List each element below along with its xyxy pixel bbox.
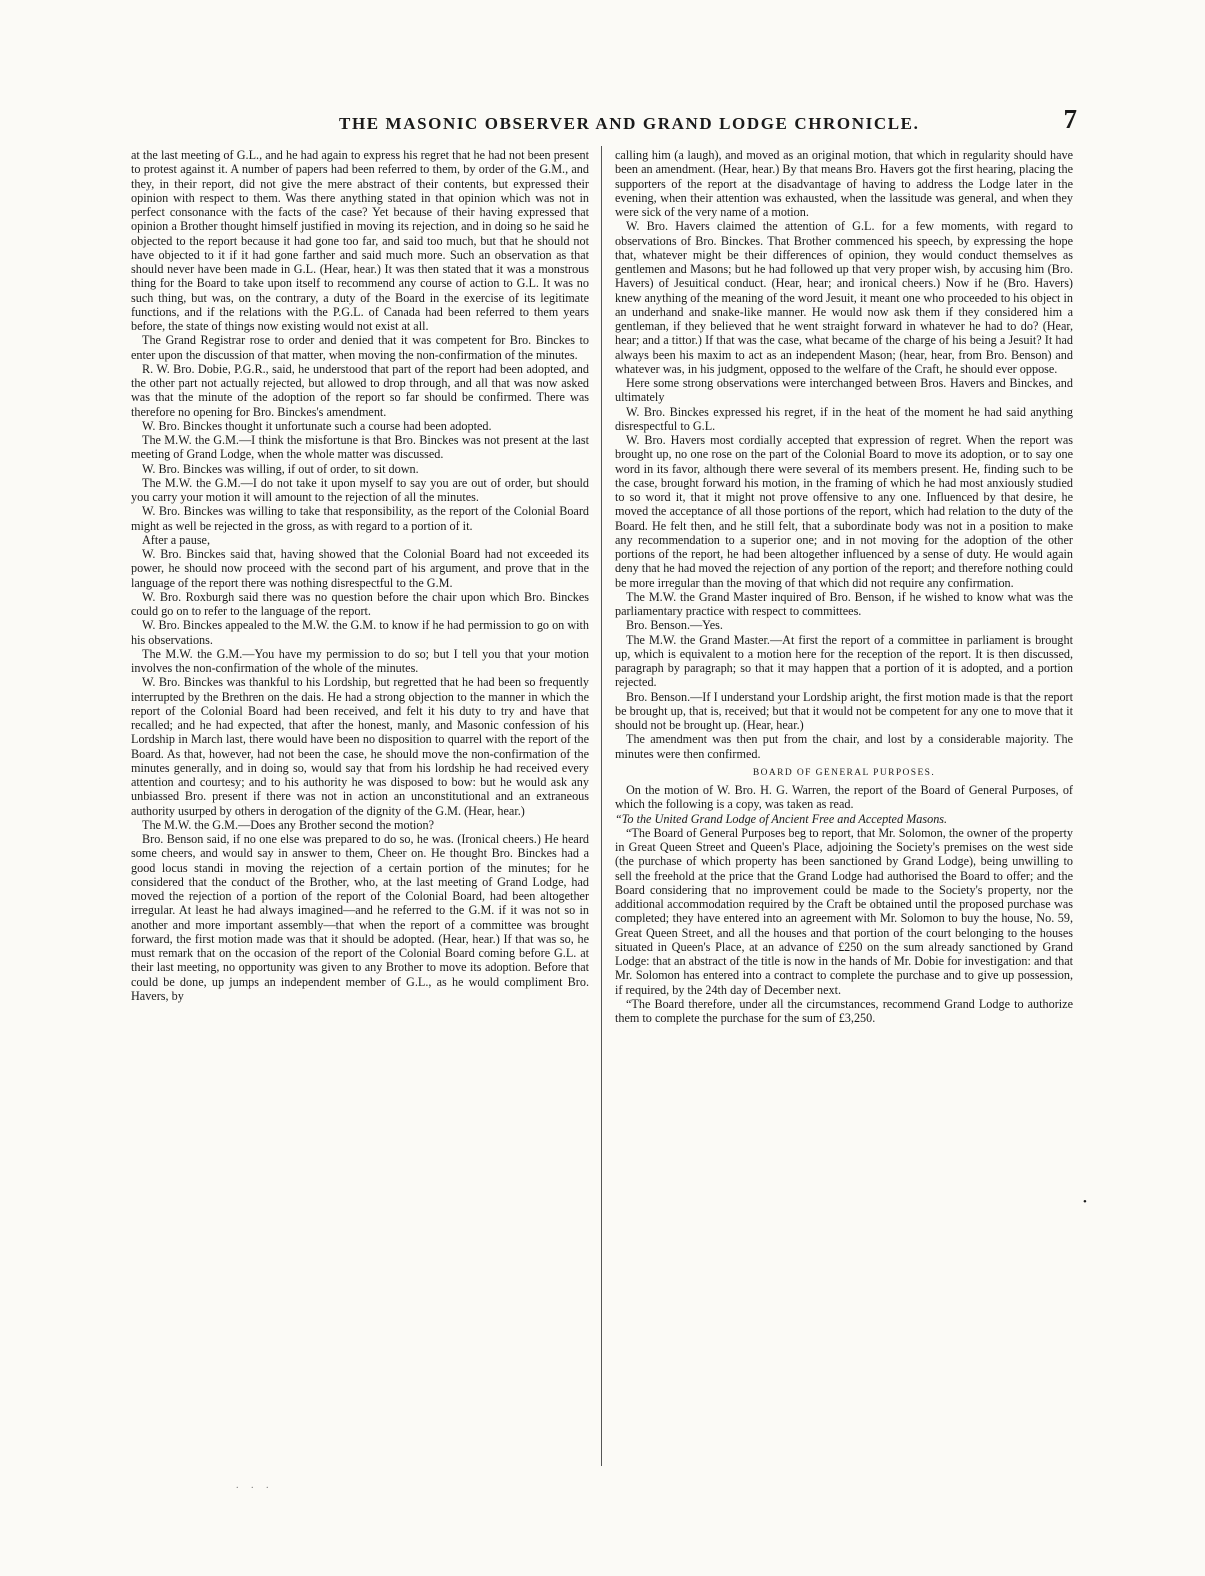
- paragraph: Bro. Benson.—If I understand your Lordship aright, the first motion made is that the report be brought up, that is, received; but that it would not be competent for any one to move that it should not be brought up. (Hear, hear.): [615, 689, 1073, 732]
- paragraph: W. Bro. Roxburgh said there was no question before the chair upon which Bro. Binckes could go on to refer to the language of the report.: [131, 589, 589, 618]
- report-paragraph: “The Board therefore, under all the circumstances, recommend Grand Lodge to authorize them to complete the purchase for the sum of £3,250.: [615, 996, 1073, 1025]
- margin-mark: •: [1083, 1196, 1087, 1208]
- paragraph: Bro. Benson said, if no one else was prepared to do so, he was. (Ironical cheers.) He heard some cheers, and would say in answer to them, Cheer on. He thought Bro. Binckes had a good locus standi in moving the rejection of a certain portion of the minutes; for he considered that the conduct of the Brother, who, at the last meeting of Grand Lodge, had moved the rejection of a portion of the report of the Colonial Board, had been altogether irregular. At least he had always imagined—and he referred to the G.M. if it was not so in another and more important assembly—that when the report of a committee was brought forward, the first motion made was that it should be adopted. (Hear, hear.) If that was so, he must remark that on the occasion of the report of the Colonial Board coming before G.L. at their last meeting, no opportunity was given to any Brother to move its adoption. Before that could be done, up jumps an independent member of G.L., as he would compliment Bro. Havers, by: [131, 832, 589, 1003]
- paragraph: On the motion of W. Bro. H. G. Warren, the report of the Board of General Purposes, of which the following is a copy, was taken as read.: [615, 783, 1073, 812]
- page-header: [131, 104, 1077, 140]
- paragraph: W. Bro. Binckes appealed to the M.W. the G.M. to know if he had permission to go on with his observations.: [131, 618, 589, 647]
- paragraph: W. Bro. Binckes was willing, if out of order, to sit down.: [142, 461, 419, 476]
- paragraph: W. Bro. Binckes expressed his regret, if in the heat of the moment he had said anything disrespectful to G.L.: [615, 404, 1073, 433]
- paragraph: The M.W. the Grand Master inquired of Bro. Benson, if he wished to know what was the parliamentary practice with respect to committees.: [615, 589, 1073, 618]
- paragraph: at the last meeting of G.L., and he had again to express his regret that he had not been present to protest against it. A number of papers had been referred to them, by order of the G.M., and they, in their report, did not give the mere abstract of their contents, but expressed their opinion with respect to them. Was there anything stated in that opinion which was not in perfect consonance with the facts of the case? Yet because of their having expressed that opinion a Brother thought himself justified in moving its rejection, and in doing so he said he objected to the report because it had gone too far, and said too much, but that he should not have objected to it if it had gone farther and said much more. Such an observation as that should never have been made in G.L. (Hear, hear.) It was then stated that it was a monstrous thing for the Board to take upon itself to recommend any course of action to G.L. It was no such thing, but was, on the contrary, a duty of the Board in the exercise of its legitimate functions, and if the relations with the P.G.L. of Canada had been referred to them years before, the state of things now existing would not exist at all.: [131, 148, 589, 333]
- paragraph: W. Bro. Binckes was thankful to his Lordship, but regretted that he had been so frequently interrupted by the Brethren on the dais. He had a strong objection to the manner in which the report of the Colonial Board had been received, and felt it his duty to try and have that recalled; and he had expected, that after the honest, manly, and Masonic confession of his Lordship in March last, there would have been no disposition to quarrel with the report of the Board. As that, however, had not been the case, he should move the non-confirmation of the minutes generally, and in doing so, would say that from his lordship he had received every attention and courtesy; and to his authority he was disposed to bow: but he would ask any unbiassed Bro. present if there was not in action an unconstitutional and an extraneous authority usurped by others in derogation of the dignity of the G.M. (Hear, hear.): [131, 675, 589, 818]
- paragraph: W. Bro. Havers most cordially accepted that expression of regret. When the report was brought up, no one rose on the part of the Colonial Board to move its adoption, or to say one word in its favor, although there were several of its members present. He, finding such to be the case, brought forward his motion, in the framing of which he had most anxiously studied to so word it, that it might not prove offensive to any one. Influenced by that desire, he moved the acceptance of all those portions of the report, which had relation to the duty of the Board. He felt then, and he still felt, that a subordinate body was not in a position to make any recommendation to a superior one; and in not moving for the adoption of the other portions of the report, he had been altogether influenced by a sense of duty. He would again deny that he had moved the rejection of any portion of the report; and therefore nothing could be more irregular than the moving of that which did not require any confirmation.: [615, 433, 1073, 590]
- paragraph: Here some strong observations were interchanged between Bros. Havers and Binckes, and ultimately: [615, 376, 1073, 405]
- right-column: [615, 148, 1073, 1025]
- paragraph: The M.W. the G.M.—I think the misfortune is that Bro. Binckes was not present at the last meeting of Grand Lodge, when the whole matter was discussed.: [131, 433, 589, 462]
- paragraph: The M.W. the G.M.—I do not take it upon myself to say you are out of order, but should you carry your motion it will amount to the rejection of all the minutes.: [131, 475, 589, 504]
- paragraph: calling him (a laugh), and moved as an original motion, that which in regularity should have been an amendment. (Hear, hear.) By that means Bro. Havers got the first hearing, placing the supporters of the report at the disadvantage of having to address the Lodge later in the evening, when their attention was exhausted, when the lassitude was general, and when they were sick of the very name of a motion.: [615, 148, 1073, 219]
- paragraph: After a pause,: [142, 532, 211, 547]
- foot-mark: . . .: [236, 1480, 274, 1491]
- paragraph: The M.W. the G.M.—You have my permission to do so; but I tell you that your motion involves the non-confirmation of the whole of the minutes.: [131, 646, 589, 675]
- left-column: [131, 148, 589, 1003]
- paragraph: The amendment was then put from the chair, and lost by a considerable majority. The minutes were then confirmed.: [615, 732, 1073, 761]
- paragraph: W. Bro. Binckes said that, having showed that the Colonial Board had not exceeded its power, he should now proceed with the second part of his argument, and prove that in the language of the report there was nothing disrespectful to the G.M.: [131, 547, 589, 590]
- report-address: “To the United Grand Lodge of Ancient Free and Accepted Masons.: [615, 811, 948, 826]
- paragraph: The Grand Registrar rose to order and denied that it was competent for Bro. Binckes to enter upon the discussion of that matter, when moving the non-confirmation of the minutes.: [131, 333, 589, 362]
- running-head: THE MASONIC OBSERVER AND GRAND LODGE CHRONICLE.: [339, 114, 920, 133]
- report-paragraph: “The Board of General Purposes beg to report, that Mr. Solomon, the owner of the property in Great Queen Street and Queen's Place, adjoining the Society's premises on the west side (the purchase of which property has been sanctioned by Grand Lodge), being unwilling to sell the freehold at the price that the Grand Lodge had authorised the Board to offer; and the Board considering that no improvement could be made to the Society's property, nor the additional accommodation required by the Craft be obtained until the proposed purchase was completed; they have entered into an agreement with Mr. Solomon to buy the house, No. 59, Great Queen Street, and all the houses and that portion of the court belonging to the houses situated in Queen's Place, at an advance of £250 on the sum already sanctioned by Grand Lodge: that an abstract of the title is now in the hands of Mr. Dobie for investigation: and that Mr. Solomon has entered into a contract to complete the purchase and to give up possession, if required, by the 24th day of December next.: [615, 825, 1073, 997]
- paragraph: W. Bro. Binckes thought it unfortunate such a course had been adopted.: [142, 418, 492, 433]
- page-number: 7: [1063, 104, 1077, 134]
- paragraph: W. Bro. Binckes was willing to take that responsibility, as the report of the Colonial Board might as well be rejected in the gross, as with regard to a portion of it.: [131, 504, 589, 533]
- paragraph: The M.W. the Grand Master.—At first the report of a committee in parliament is brought up, which is equivalent to a motion here for the reception of the report. It is then discussed, paragraph by paragraph; so that it may happen that a portion of it is adopted, and a portion rejected.: [615, 632, 1073, 690]
- column-rule: [601, 146, 602, 1466]
- paragraph: The M.W. the G.M.—Does any Brother second the motion?: [142, 817, 434, 832]
- section-heading: BOARD OF GENERAL PURPOSES.: [752, 767, 936, 778]
- paragraph: Bro. Benson.—Yes.: [626, 618, 723, 633]
- paragraph: W. Bro. Havers claimed the attention of G.L. for a few moments, with regard to observations of Bro. Binckes. That Brother commenced his speech, by expressing the hope that, whatever might be their differences of opinion, they would conduct themselves as gentlemen and Masons; but he had followed up that very proper wish, by accusing him (Bro. Havers) of Jesuitical conduct. (Hear, hear; and ironical cheers.) Now if he (Bro. Havers) knew anything of the meaning of the word Jesuit, it meant one who proceeded to his object in an underhand and snake-like manner. He would now ask them if they considered him a gentleman, if they believed that he went straight forward in whatever he had to do? (Hear, hear; and a tittor.) If that was the case, what became of the charge of his being a Jesuit? It had always been his maxim to act as an independent Mason; (hear, hear, from Bro. Benson) and whatever was, in his judgment, opposed to the welfare of the Craft, he should ever oppose.: [615, 219, 1073, 376]
- paragraph: R. W. Bro. Dobie, P.G.R., said, he understood that part of the report had been adopted, and the other part not actually rejected, but allowed to drop through, and all that was now asked was that the minute of the adoption of the report so far should be confirmed. There was therefore no opening for Bro. Binckes's amendment.: [131, 361, 589, 419]
